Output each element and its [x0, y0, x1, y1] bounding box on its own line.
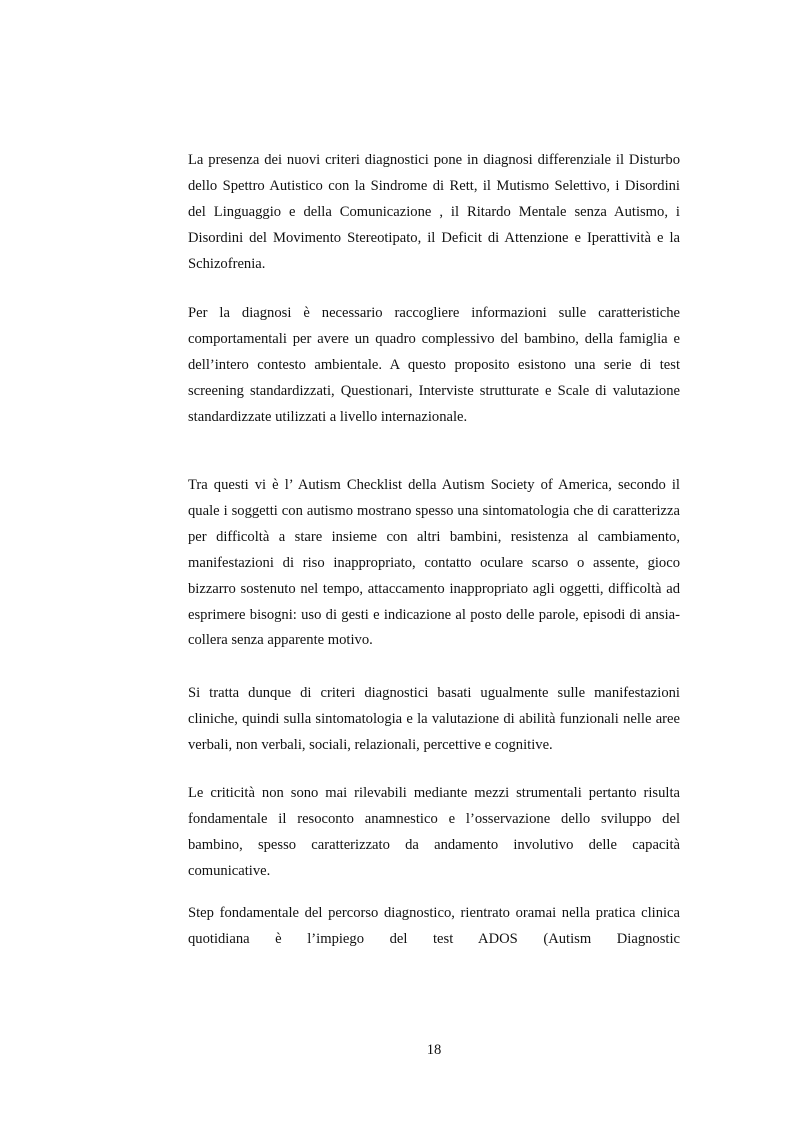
page-number: 18	[426, 1042, 442, 1058]
paragraph-diagnosis-information: Per la diagnosi è necessario raccogliere informazioni sulle caratteristiche comportamentali per avere un quadro complessivo del bambino, della famiglia e dell’intero contesto ambientale. A questo proposito esistono una serie di test screening standardizzati, Questionari, Interviste strutturate e Scale di valutazione standardizzate utilizzati a livello internazionale.	[188, 305, 680, 425]
paragraph-autism-checklist: Tra questi vi è l’ Autism Checklist della Autism Society of America, secondo il quale i soggetti con autismo mostrano spesso una sintomatologia che di caratterizza per difficoltà a stare insieme con altri bambini, resistenza al cambiamento, manifestazioni di riso inappropriato, contatto oculare scarso o assente, gioco bizzarro sostenuto nel tempo, attaccamento inappropriato agli oggetti, difficoltà ad esprimere bisogni: uso di gesti e indicazione al posto delle parole, episodi di ansia-collera senza apparente motivo.	[188, 477, 680, 649]
paragraph-diagnostic-criteria: Si tratta dunque di criteri diagnostici basati ugualmente sulle manifestazioni cliniche, quindi sulla sintomatologia e la valutazione di abilità funzionali nelle aree verbali, non verbali, sociali, relazionali, percettive e cognitive.	[188, 685, 680, 753]
paragraph-differential-diagnosis: La presenza dei nuovi criteri diagnostici pone in diagnosi differenziale il Disturbo dello Spettro Autistico con la Sindrome di Rett, il Mutismo Selettivo, i Disordini del Linguaggio e della Comunicazione , il Ritardo Mentale senza Autismo, i Disordini del Movimento Stereotipato, il Deficit di Attenzione e Iperattività e la Schizofrenia.	[188, 152, 680, 272]
paragraph-criticalities: Le criticità non sono mai rilevabili mediante mezzi strumentali pertanto risulta fondamentale il resoconto anamnestico e l’osservazione dello sviluppo del bambino, spesso caratterizzato da andamento involutivo delle capacità comunicative.	[188, 785, 680, 879]
paragraph-ados-test: Step fondamentale del percorso diagnostico, rientrato oramai nella pratica clinica quotidiana è l’impiego del test ADOS (Autism Diagnostic	[188, 905, 680, 947]
